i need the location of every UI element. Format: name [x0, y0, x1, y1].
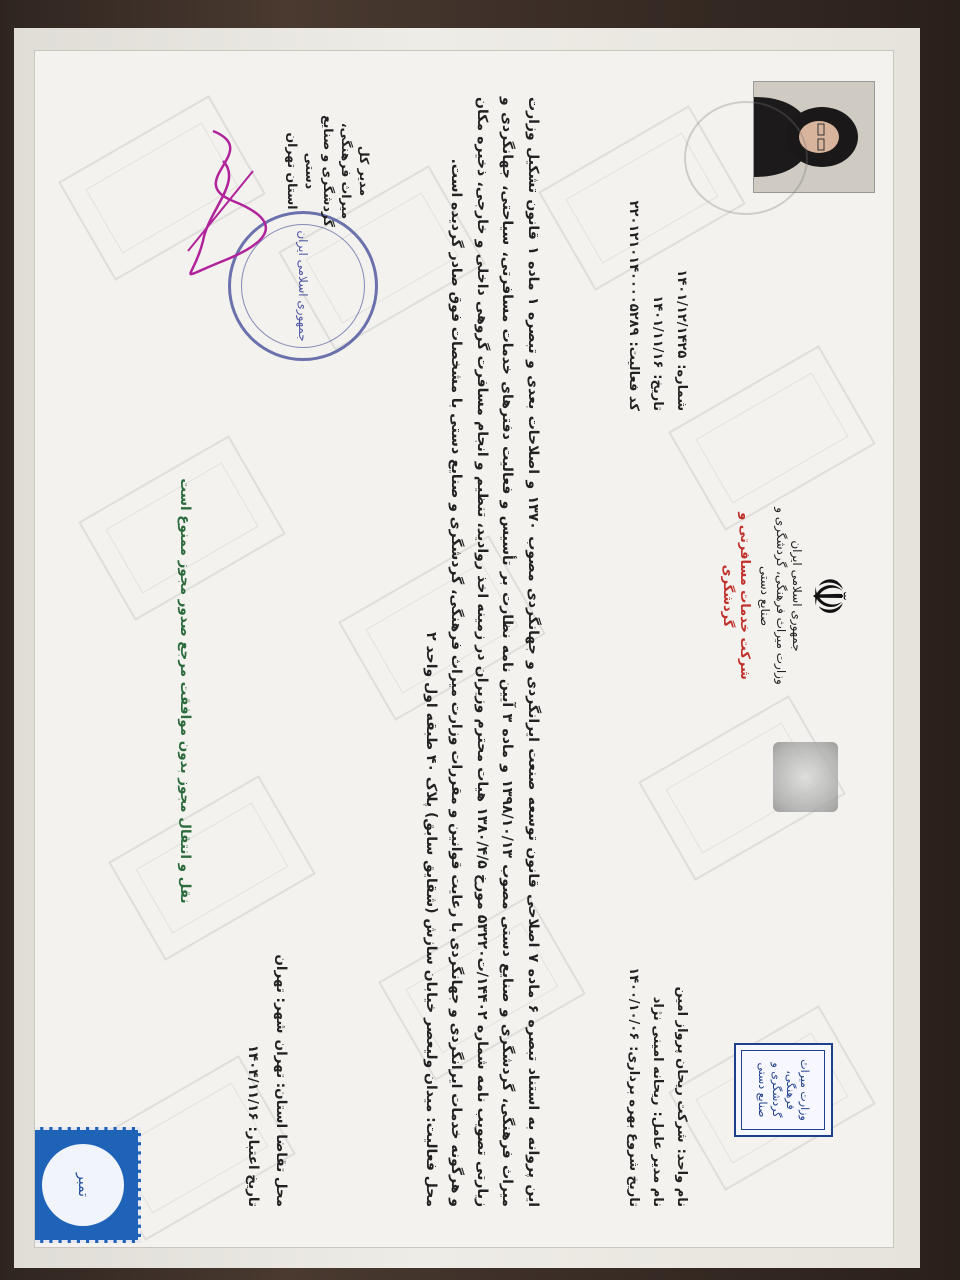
ministry-logo-text: وزارت میراث فرهنگی، گردشگری و صنایع دستی	[742, 1050, 826, 1130]
ministry-name: وزارت میراث فرهنگی، گردشگری و صنایع دستی	[758, 507, 788, 685]
certificate-content	[35, 51, 893, 1247]
photo-seal	[684, 101, 808, 215]
company-value: شرکت ریحان پرواز امین	[674, 986, 689, 1143]
request-label: محل تقاضا	[273, 1134, 289, 1207]
activity-code-label: کد فعالیت:	[626, 341, 641, 411]
activity-code-row	[621, 91, 645, 411]
hologram-sticker	[773, 742, 838, 812]
start-date-value: ۱۴۰۰/۱۰/۰۶	[626, 967, 641, 1041]
date-row	[645, 91, 669, 411]
request-city: شهر: تهران	[273, 954, 289, 1034]
request-location	[239, 707, 295, 1207]
certificate	[34, 50, 894, 1248]
handwritten-signature	[173, 121, 283, 291]
activity-location: محل فعالیت: میدان ولیعصر خیابان سازش (شقایق سابق) پلاک ۴۰ طبقه اول واحد ۲	[423, 632, 439, 1207]
signatory-block	[283, 111, 373, 231]
unit-info	[621, 787, 693, 1207]
header-block	[719, 501, 856, 691]
revenue-stamp	[34, 1127, 141, 1243]
number-label: شماره:	[674, 364, 689, 411]
company-row	[669, 787, 693, 1207]
license-body	[418, 97, 546, 1207]
start-date-row	[621, 787, 645, 1207]
stamp-text: تمبر	[42, 1144, 124, 1226]
validity-value: ۱۴۰۴/۱۱/۱۶	[245, 1044, 261, 1121]
signatory-province: استان تهران	[285, 132, 300, 210]
iran-emblem-icon: ☫	[802, 575, 856, 617]
request-row	[267, 707, 295, 1207]
manager-row	[645, 787, 669, 1207]
start-date-label: تاریخ شروع بهره برداری:	[626, 1046, 641, 1207]
organization-title: شرکت خدمات مسافرتی و گردشگری	[720, 512, 752, 680]
signatory-department: میراث فرهنگی، گردشگری و صنایع دستی	[303, 115, 354, 227]
license-numbers	[621, 91, 693, 411]
number-value: ۱۴۰۱/۱۲/۱۴۲۵	[674, 269, 689, 359]
validity-row	[239, 707, 267, 1207]
ministry-logo	[734, 1043, 833, 1137]
request-province: استان: تهران	[273, 1039, 289, 1129]
manager-label: نام مدیر عامل:	[650, 1111, 665, 1207]
manager-value: ریحانه امینی نژاد	[650, 996, 665, 1106]
transfer-warning: نقل و انتقال مجوز بدون موافقت مرجع صدور مجوز ممنوع است	[177, 478, 193, 904]
country-name: جمهوری اسلامی ایران	[790, 540, 804, 652]
license-paragraph: این پروانه به استناد تبصره ۶ ماده ۷ اصلاحی قانون توسعه صنعت ایرانگردی و جهانگردی مصوب ۱۳۷۰ و اصلاحات بعدی و تبصره ۱ ماده ۱ قانون تشکیل وزارت میراث فرهنگی، گردشگری و صنایع دستی مصوب ۱۳۹۸/۱۰/۱۳ و ماده ۳ آیین نامه نظارت بر تأسیس و فعالیت دفترهای خدمات مسافرتی، سیاحتی، جهانگردی و زیارتی تصویب نامه شماره ۱۴۴۰۲/ت۵۳۲۲۰ مورخ ۱۳۸۰/۴/۵ هیات محترم وزیران در زمینه اخذ روادید، تنظیم و انجام مسافرت گروهی داخلی و خارجی، ذخیره مکان و هرگونه خدمات ایرانگردی و جهانگردی با رعایت قوانین و مقررات وزارت میراث فرهنگی، گردشگری و صنایع دستی با مشخصات فوق صادر گردیده است.	[448, 97, 541, 1208]
date-value: ۱۴۰۱/۱۱/۱۶	[650, 295, 665, 369]
company-label: نام واحد:	[674, 1148, 689, 1207]
activity-code-value: ۲۲۰۱۲۱۰۱۴۰۰۰۰۵۲۸۹	[626, 200, 641, 336]
number-row	[669, 91, 693, 411]
date-label: تاریخ:	[650, 374, 665, 411]
validity-label: تاریخ اعتبار:	[245, 1126, 261, 1207]
signatory-title: مدیر کل	[357, 145, 372, 197]
seal-text: جمهوری اسلامی ایران	[296, 230, 310, 342]
frame-mat	[14, 28, 920, 1268]
